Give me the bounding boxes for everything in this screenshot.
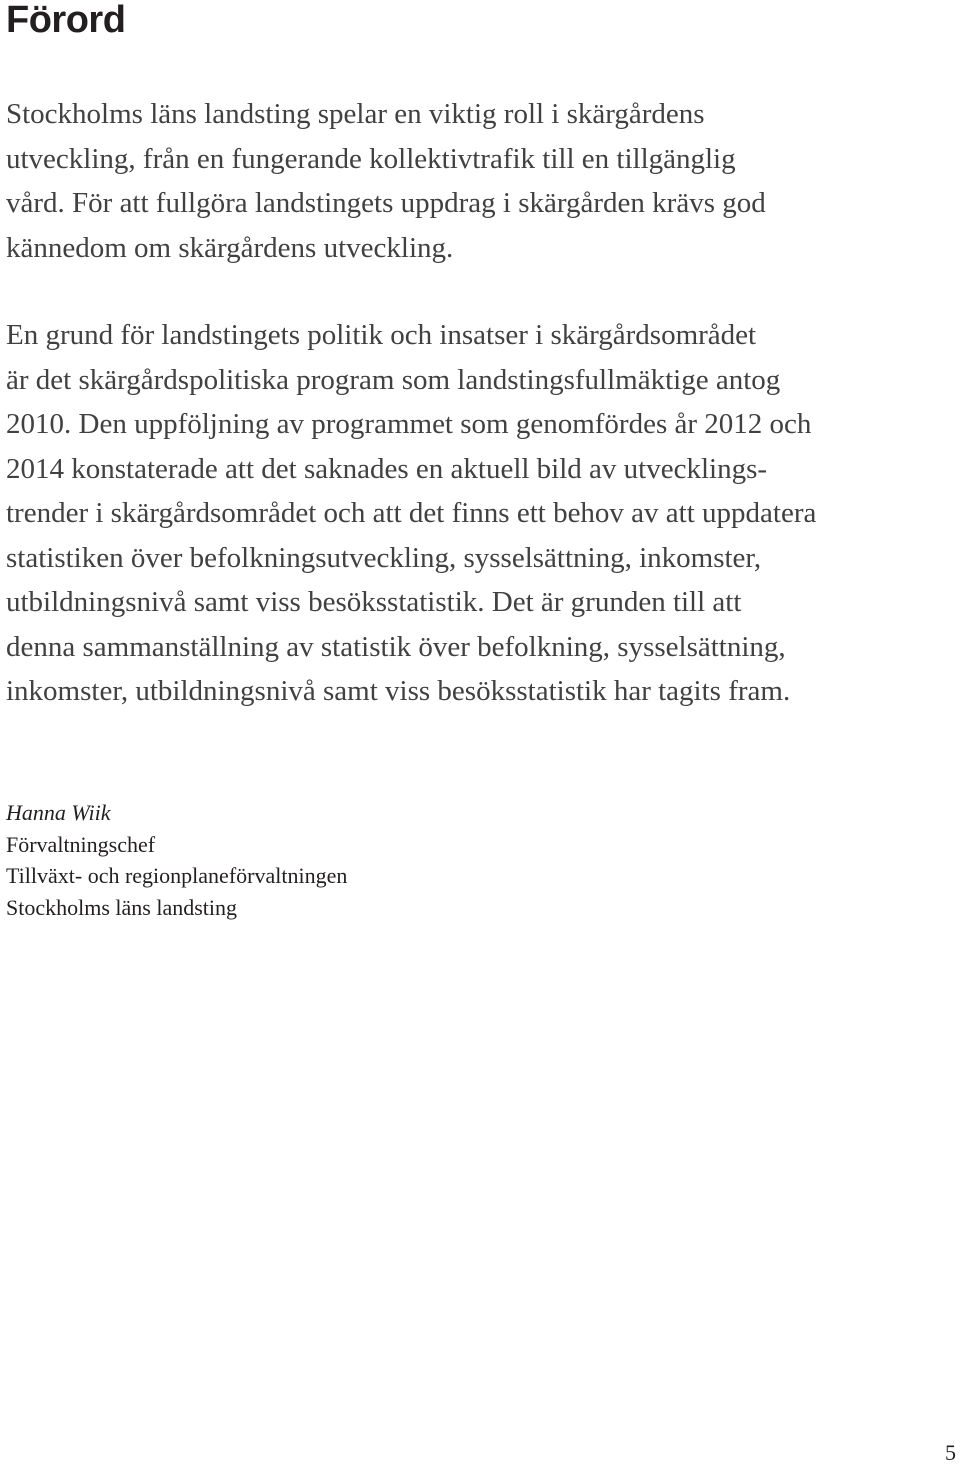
paragraph-line: statistiken över befolkningsutveckling, sysselsättning, inkomster, bbox=[6, 541, 762, 574]
paragraph-line: vård. För att fullgöra landstingets uppdrag i skärgården krävs god bbox=[6, 187, 766, 219]
signatory-name: Hanna Wiik bbox=[6, 800, 111, 825]
paragraph-line: trender i skärgårdsområdet och att det finns ett behov av att uppdatera bbox=[6, 497, 817, 529]
paragraph-line: En grund för landstingets politik och insatser i skärgårdsområdet bbox=[6, 319, 757, 351]
paragraph-line: Stockholms läns landsting spelar en viktig roll i skärgårdens bbox=[6, 98, 705, 130]
signatory-department: Tillväxt- och regionplaneförvaltningen bbox=[6, 863, 348, 888]
paragraph-line: inkomster, utbildningsnivå samt viss besöksstatistik har tagits fram. bbox=[6, 675, 791, 707]
paragraph-intro bbox=[6, 92, 956, 270]
page-number: 5 bbox=[945, 1440, 956, 1465]
signatory-role: Förvaltningschef bbox=[6, 831, 156, 857]
paragraph-line: utbildningsnivå samt viss besöksstatistik. Det är grunden till att bbox=[6, 586, 742, 618]
paragraph-line: utveckling, från en fungerande kollektivtrafik till en tillgänglig bbox=[6, 142, 736, 175]
paragraph-line: 2014 konstaterade att det saknades en aktuell bild av utvecklings- bbox=[6, 452, 768, 485]
paragraph-line: kännedom om skärgårdens utveckling. bbox=[6, 231, 454, 264]
paragraph-line: är det skärgårdspolitiska program som landstingsfullmäktige antog bbox=[6, 363, 781, 396]
signature-block bbox=[6, 797, 347, 923]
page-title: Förord bbox=[6, 0, 126, 41]
paragraph-line: 2010. Den uppföljning av programmet som genomfördes år 2012 och bbox=[6, 408, 812, 440]
paragraph-background bbox=[6, 313, 956, 714]
signatory-organization: Stockholms läns landsting bbox=[6, 894, 237, 920]
paragraph-line: denna sammanställning av statistik över befolkning, sysselsättning, bbox=[6, 630, 786, 663]
